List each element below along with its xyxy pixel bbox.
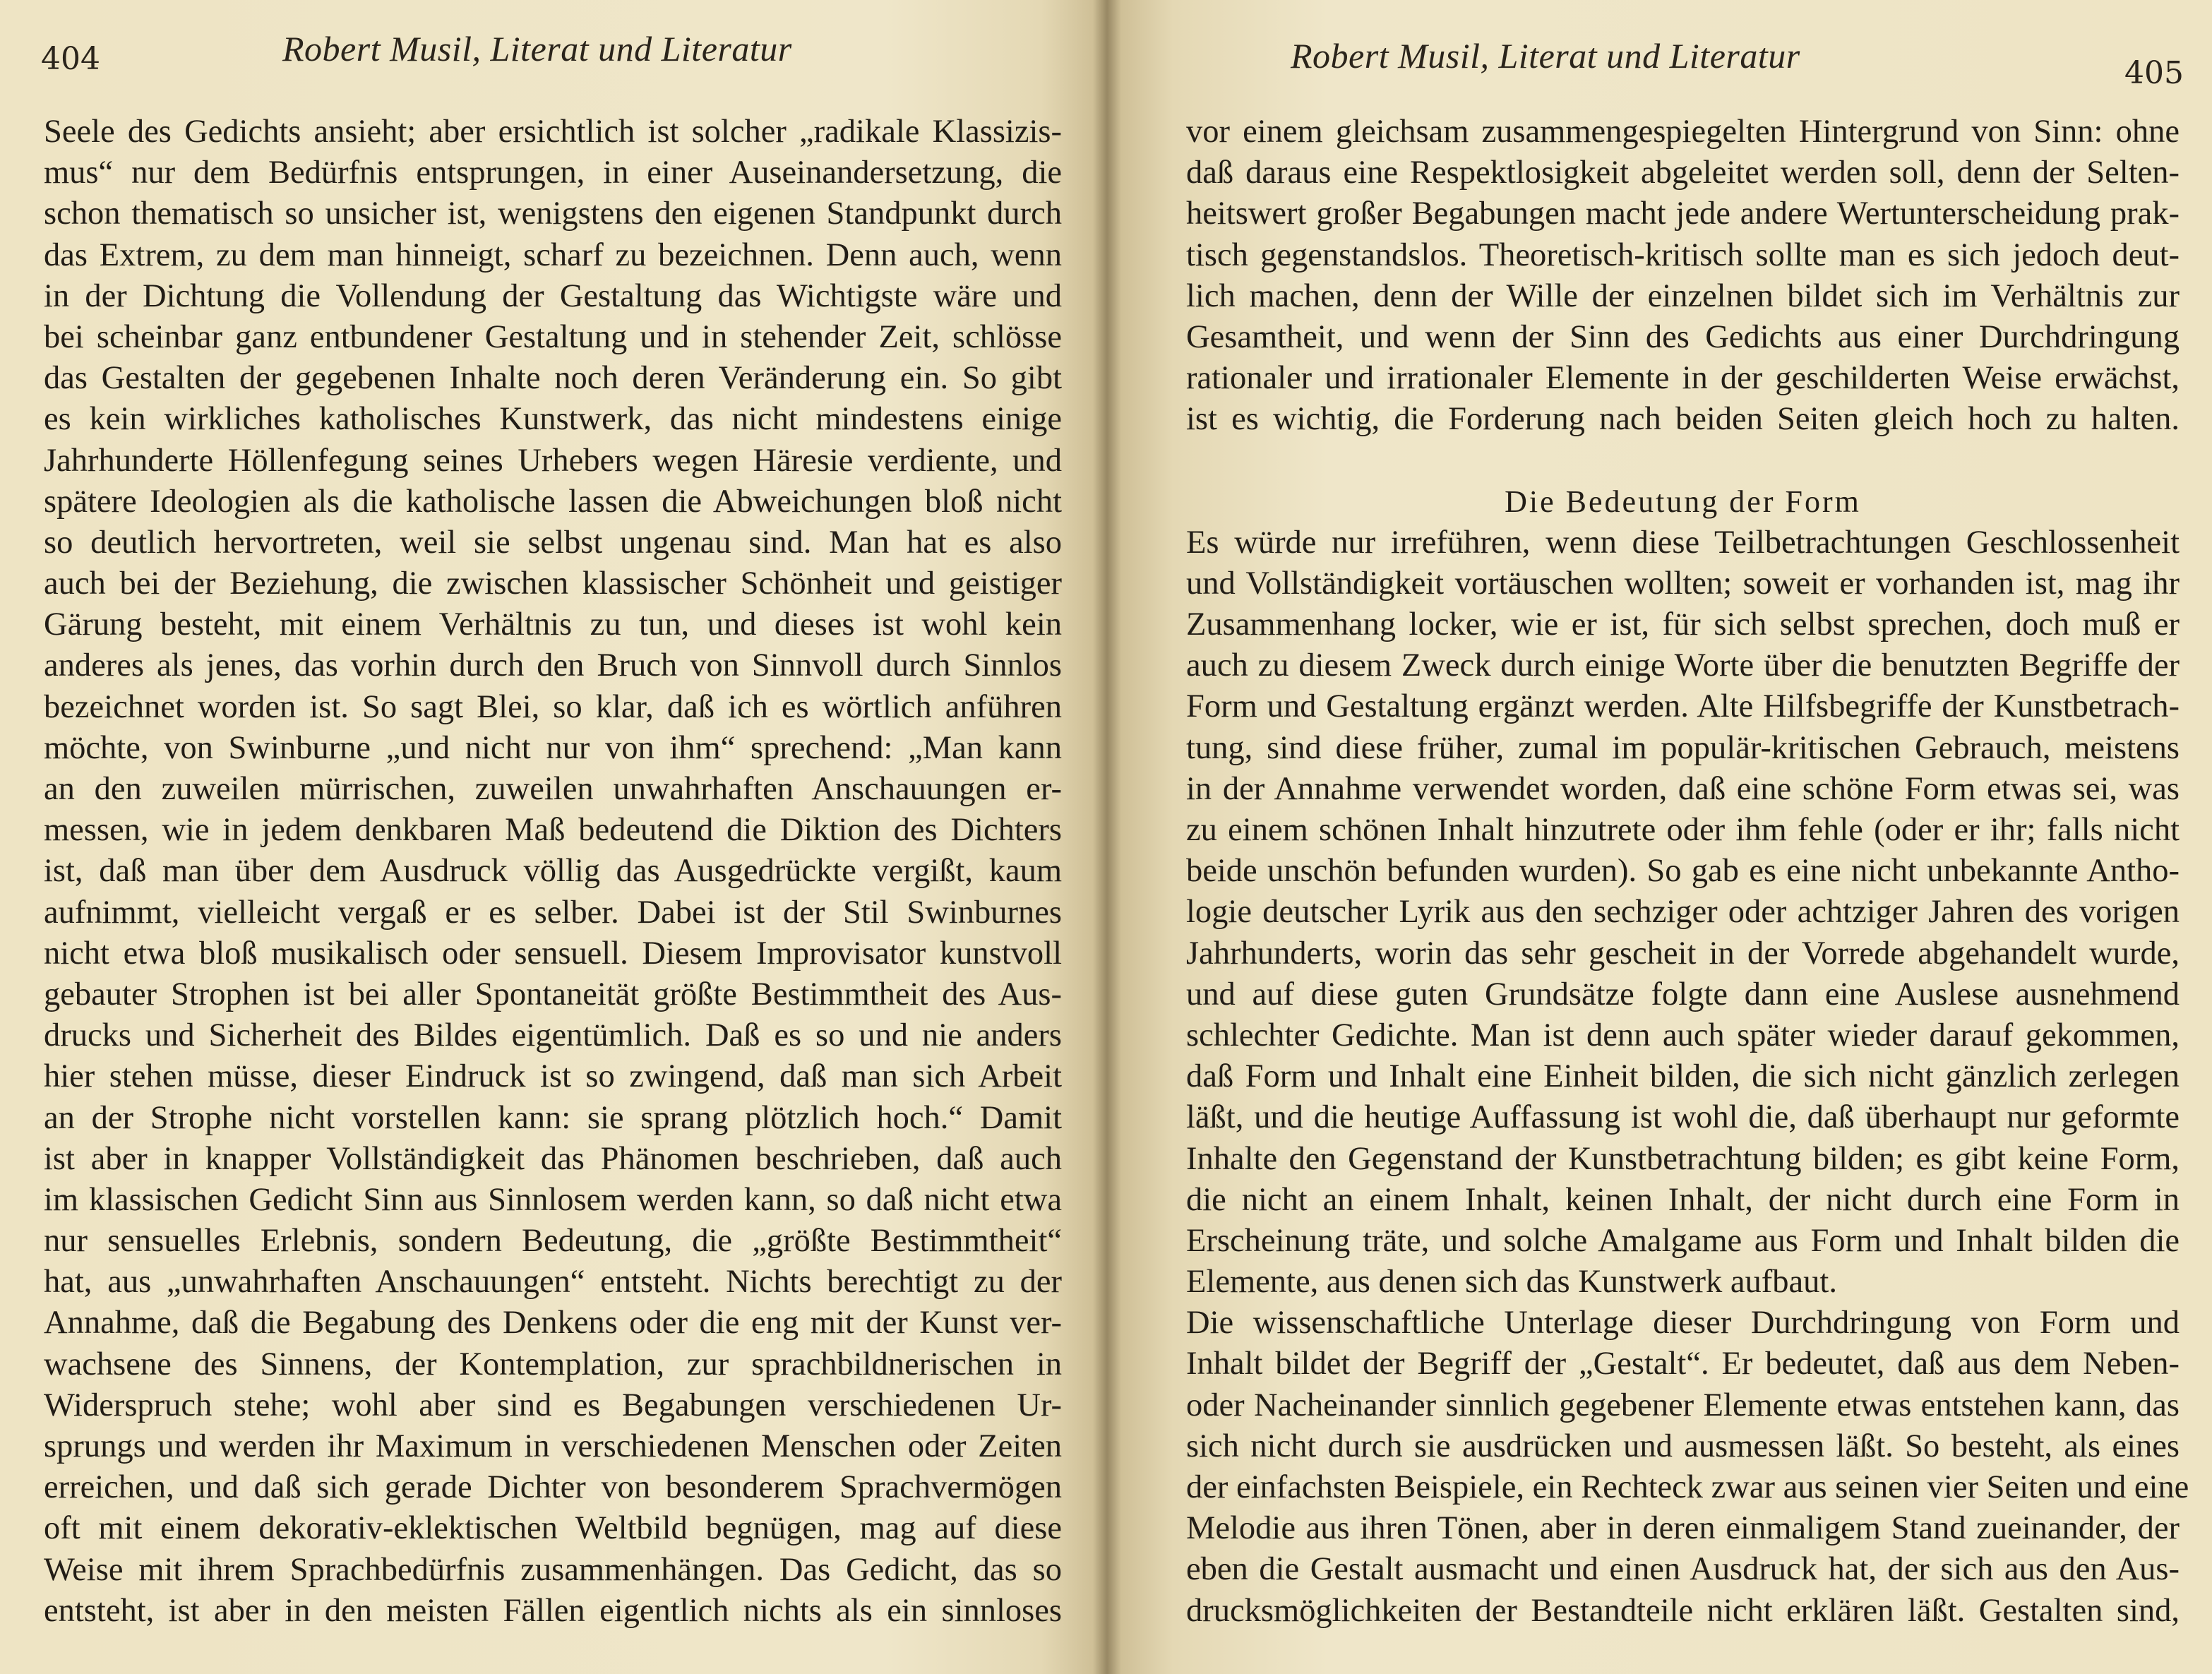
- text-line: drucks und Sicherheit des Bildes eigentümlich. Daß es so und nie anders: [44, 1017, 1062, 1054]
- text-line: Melodie aus ihren Tönen, aber in deren einmaligem Stand zueinander, der: [1186, 1510, 2180, 1547]
- text-line: Weise mit ihrem Sprachbedürfnis zusammenhängen. Das Gedicht, das so: [44, 1551, 1062, 1588]
- right-page-text: [1107, 112, 2212, 1632]
- text-line: nicht etwa bloß musikalisch oder sensuell. Diesem Improvisator kunstvoll: [44, 935, 1062, 971]
- text-line: im klassischen Gedicht Sinn aus Sinnlosem werden kann, so daß nicht etwa: [44, 1181, 1062, 1218]
- text-line: logie deutscher Lyrik aus den sechziger oder achtziger Jahren des vorigen: [1186, 894, 2180, 931]
- text-line: entsteht, ist aber in den meisten Fällen eigentlich nichts als ein sinnloses: [44, 1592, 1062, 1629]
- text-line: und auf diese guten Grundsätze folgte dann eine Auslese ausnehmend: [1186, 976, 2180, 1012]
- text-line: tisch gegenstandslos. Theoretisch-kritisch sollte man es sich jedoch deut-: [1186, 237, 2180, 273]
- text-line: das Gestalten der gegebenen Inhalte noch deren Veränderung ein. So gibt: [44, 360, 1062, 397]
- text-line: Gesamtheit, und wenn der Sinn des Gedichts aus einer Durchdringung: [1186, 318, 2180, 355]
- text-line: oft mit einem dekorativ-eklektischen Weltbild begnügen, mag auf diese: [44, 1510, 1062, 1547]
- text-line: Seele des Gedichts ansieht; aber ersichtlich ist solcher „radikale Klassizis-: [44, 114, 1062, 150]
- text-line: Die wissenschaftliche Unterlage dieser Durchdringung von Form und: [1186, 1305, 2180, 1341]
- text-line: der einfachsten Beispiele, ein Rechteck zwar aus seinen vier Seiten und eine: [1186, 1469, 2189, 1505]
- text-line: daß daraus eine Respektlosigkeit abgeleitet werden soll, denn der Selten-: [1186, 155, 2180, 191]
- text-line: daß Form und Inhalt eine Einheit bilden, die sich nicht gänzlich zerlegen: [1186, 1058, 2180, 1095]
- text-line: das Extrem, zu dem man hinneigt, scharf zu bezeichnen. Denn auch, wenn: [44, 237, 1062, 273]
- text-line: bei scheinbar ganz entbundener Gestaltung und in stehender Zeit, schlösse: [44, 318, 1062, 355]
- text-line: gebauter Strophen ist bei aller Spontaneität größte Bestimmtheit des Aus-: [44, 976, 1062, 1012]
- text-line: lich machen, denn der Wille der einzelnen bildet sich im Verhältnis zur: [1186, 277, 2180, 314]
- text-line: Inhalt bildet der Begriff der „Gestalt“. Er bedeutet, daß aus dem Neben-: [1186, 1346, 2180, 1382]
- text-line: läßt, und die heutige Auffassung ist wohl die, daß überhaupt nur geformte: [1186, 1099, 2180, 1136]
- text-line: mus“ nur dem Bedürfnis entsprungen, in einer Auseinandersetzung, die: [44, 155, 1062, 191]
- text-line: beide unschön befunden wurden). So gab es eine nicht unbekannte Antho-: [1186, 853, 2180, 890]
- text-line: ist, daß man über dem Ausdruck völlig das Ausgedrückte vergißt, kaum: [44, 853, 1062, 890]
- text-line: Zusammenhang locker, wie er ist, für sich selbst sprechen, doch muß er: [1186, 606, 2180, 643]
- text-line: und Vollständigkeit vortäuschen wollten; soweit er vorhanden ist, mag ihr: [1186, 565, 2180, 602]
- text-line: rationaler und irrationaler Elemente in der geschilderten Weise erwächst,: [1186, 360, 2180, 397]
- text-line: die nicht an einem Inhalt, keinen Inhalt, der nicht durch eine Form in: [1186, 1181, 2180, 1218]
- text-line: wachsene des Sinnens, der Kontemplation, zur sprachbildnerischen in: [44, 1346, 1062, 1382]
- left-running-head: Robert Musil, Literat und Literatur: [282, 29, 792, 68]
- text-line: zu einem schönen Inhalt hinzutrete oder ihm fehle (oder er ihr; falls nicht: [1186, 812, 2180, 848]
- text-line: in der Annahme verwendet worden, daß eine schöne Form etwas sei, was: [1186, 770, 2180, 807]
- text-line: auch zu diesem Zweck durch einige Worte über die benutzten Begriffe der: [1186, 647, 2180, 684]
- text-line: Inhalte den Gegenstand der Kunstbetrachtung bilden; es gibt keine Form,: [1186, 1140, 2180, 1177]
- text-line: spätere Ideologien als die katholische lassen die Abweichungen bloß nicht: [44, 483, 1062, 520]
- right-page: [1107, 0, 2212, 1674]
- text-line: ist es wichtig, die Forderung nach beiden Seiten gleich hoch zu halten.: [1186, 401, 2180, 438]
- text-line: Gärung besteht, mit einem Verhältnis zu tun, und dieses ist wohl kein: [44, 606, 1062, 643]
- text-line: bezeichnet worden ist. So sagt Blei, so klar, daß ich es wörtlich anführen: [44, 688, 1062, 725]
- text-line: Jahrhunderte Höllenfegung seines Urhebers wegen Häresie verdiente, und: [44, 442, 1062, 479]
- text-line: anderes als jenes, das vorhin durch den Bruch von Sinnvoll durch Sinnlos: [44, 647, 1062, 684]
- text-line: Erscheinung träte, und solche Amalgame aus Form und Inhalt bilden die: [1186, 1222, 2180, 1259]
- text-line: auch bei der Beziehung, die zwischen klassischer Schönheit und geistiger: [44, 566, 1062, 602]
- text-line: Annahme, daß die Begabung des Denkens oder die eng mit der Kunst ver-: [44, 1305, 1062, 1341]
- text-line: nur sensuelles Erlebnis, sondern Bedeutung, die „größte Bestimmtheit“: [44, 1223, 1062, 1260]
- text-line: sprungs und werden ihr Maximum in verschiedenen Menschen oder Zeiten: [44, 1428, 1062, 1464]
- text-line: aufnimmt, vielleicht vergaß er es selber. Dabei ist der Stil Swinburnes: [44, 894, 1062, 931]
- left-page-text: [0, 112, 1107, 1632]
- text-line: schon thematisch so unsicher ist, wenigstens den eigenen Standpunkt durch: [44, 196, 1062, 232]
- text-line: eben die Gestalt ausmacht und einen Ausdruck hat, der sich aus den Aus-: [1186, 1551, 2180, 1588]
- text-line: tung, sind diese früher, zumal im populär-kritischen Gebrauch, meistens: [1186, 729, 2180, 766]
- text-line: Widerspruch stehe; wohl aber sind es Begabungen verschiedenen Ur-: [44, 1387, 1062, 1423]
- text-line: Es würde nur irreführen, wenn diese Teilbetrachtungen Geschlossenheit: [1186, 524, 2180, 561]
- text-line: drucksmöglichkeiten der Bestandteile nicht erklären läßt. Gestalten sind,: [1186, 1592, 2180, 1629]
- text-line: vor einem gleichsam zusammengespiegelten Hintergrund von Sinn: ohne: [1186, 114, 2180, 150]
- text-line: erreichen, und daß sich gerade Dichter von besonderem Sprachvermögen: [44, 1469, 1062, 1506]
- text-line: es kein wirkliches katholisches Kunstwerk, das nicht mindestens einige: [44, 401, 1062, 438]
- text-line: Elemente, aus denen sich das Kunstwerk aufbaut.: [1186, 1264, 1837, 1301]
- text-line: Form und Gestaltung ergänzt werden. Alte Hilfsbegriffe der Kunstbetrach-: [1186, 688, 2180, 725]
- right-page-number: 405: [2124, 55, 2184, 91]
- text-line: heitswert großer Begabungen macht jede andere Wertunterscheidung prak-: [1186, 196, 2180, 232]
- section-heading: Die Bedeutung der Form: [1505, 484, 1861, 519]
- text-line: Jahrhunderts, worin das sehr gescheit in der Vorrede abgehandelt wurde,: [1186, 935, 2180, 971]
- text-line: an den zuweilen mürrischen, zuweilen unwahrhaften Anschauungen er-: [44, 771, 1062, 807]
- text-line: oder Nacheinander sinnlich gegebener Elemente etwas entstehen kann, das: [1186, 1387, 2180, 1423]
- text-line: hat, aus „unwahrhaften Anschauungen“ entsteht. Nichts berechtigt zu der: [44, 1264, 1062, 1301]
- text-line: schlechter Gedichte. Man ist denn auch später wieder darauf gekommen,: [1186, 1017, 2180, 1053]
- right-running-head: Robert Musil, Literat und Literatur: [1291, 36, 1800, 76]
- text-line: sich nicht durch sie ausdrücken und ausmessen läßt. So besteht, als eines: [1186, 1428, 2180, 1464]
- text-line: so deutlich hervortreten, weil sie selbst ungenau sind. Man hat es also: [44, 524, 1062, 561]
- left-page-number: 404: [41, 41, 100, 77]
- text-line: ist aber in knapper Vollständigkeit das Phänomen beschrieben, daß auch: [44, 1140, 1062, 1177]
- text-line: an der Strophe nicht vorstellen kann: sie sprang plötzlich hoch.“ Damit: [44, 1099, 1062, 1136]
- text-line: möchte, von Swinburne „und nicht nur von ihm“ sprechend: „Man kann: [44, 729, 1062, 766]
- text-line: messen, wie in jedem denkbaren Maß bedeutend die Diktion des Dichters: [44, 812, 1062, 849]
- text-line: in der Dichtung die Vollendung der Gestaltung das Wichtigste wäre und: [44, 277, 1062, 314]
- text-line: hier stehen müsse, dieser Eindruck ist so zwingend, daß man sich Arbeit: [44, 1058, 1062, 1095]
